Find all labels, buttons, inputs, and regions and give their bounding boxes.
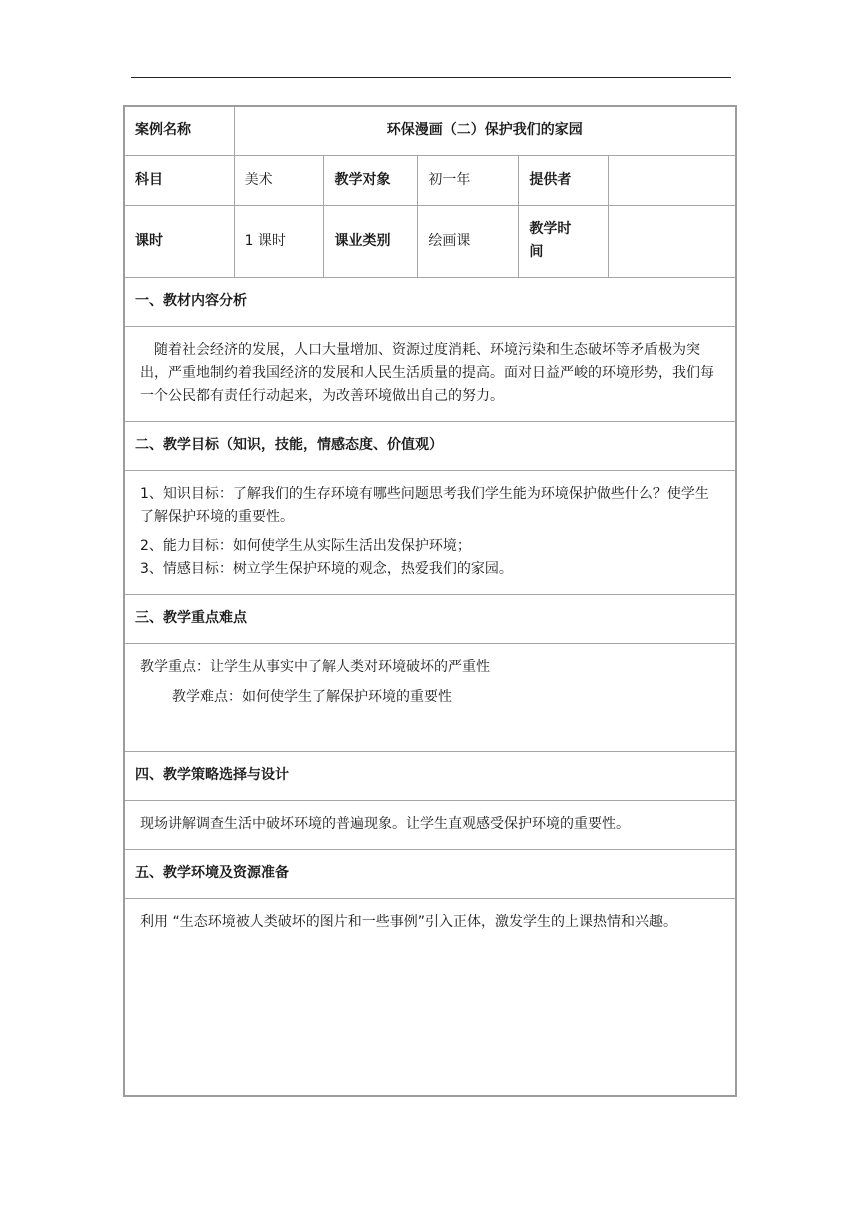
section-3-title-row <box>124 594 736 643</box>
subject-label: 科目 <box>124 155 234 205</box>
header-rule <box>131 77 731 78</box>
audience-label: 教学对象 <box>324 155 418 205</box>
hours-value: 1 课时 <box>234 205 324 277</box>
section-4-title-row <box>124 751 736 800</box>
section-3-content-row <box>124 643 736 751</box>
section-5-title-row <box>124 849 736 898</box>
section-3-title: 三、教学重点难点 <box>124 594 736 643</box>
teaching-difficulty-text: 教学难点：如何使学生了解保护环境的重要性 <box>172 688 452 705</box>
section-4-content-row <box>124 800 736 849</box>
section-2-content <box>124 470 736 594</box>
goal-ability: 2、能力目标：如何使学生从实际生活出发保护环境； <box>140 538 471 554</box>
subject-value: 美术 <box>234 155 324 205</box>
case-name-label: 案例名称 <box>124 106 234 155</box>
section-1-title-row <box>124 277 736 326</box>
case-name-value: 环保漫画（二）保护我们的家园 <box>234 106 736 155</box>
goal-emotion: 3、情感目标：树立学生保护环境的观念，热爱我们的家园。 <box>140 561 513 577</box>
subject-row <box>124 155 736 205</box>
hours-label: 课时 <box>124 205 234 277</box>
teaching-key-point: 教学重点：让学生从事实中了解人类对环境破坏的严重性 <box>140 658 490 675</box>
teaching-time-label <box>519 205 609 277</box>
teaching-time-label-line2: 间 <box>529 244 544 260</box>
provider-label: 提供者 <box>519 155 609 205</box>
hours-row <box>124 205 736 277</box>
goal-knowledge: 1、知识目标：了解我们的生存环境有哪些问题思考我们学生能为环境保护做些什么？使学生了解保护环境的重要性。 <box>140 486 709 525</box>
section-2-title: 二、教学目标（知识，技能，情感态度、价值观） <box>124 421 736 470</box>
category-label: 课业类别 <box>324 205 418 277</box>
section-5-title: 五、教学环境及资源准备 <box>124 849 736 898</box>
section-2-content-row <box>124 470 736 594</box>
provider-value <box>609 155 736 205</box>
section-4-text: 现场讲解调查生活中破坏环境的普遍现象。让学生直观感受保护环境的重要性。 <box>124 800 736 849</box>
section-1-content-row <box>124 326 736 421</box>
section-3-content <box>124 643 736 751</box>
section-4-title: 四、教学策略选择与设计 <box>124 751 736 800</box>
section-1-title: 一、教材内容分析 <box>124 277 736 326</box>
case-name-row <box>124 106 736 155</box>
category-value: 绘画课 <box>418 205 519 277</box>
section-2-title-row <box>124 421 736 470</box>
audience-value: 初一年 <box>418 155 519 205</box>
teaching-difficulty <box>140 686 720 709</box>
section-5-content-row <box>124 898 736 1096</box>
section-1-text: 随着社会经济的发展，人口大量增加、资源过度消耗、环境污染和生态破坏等矛盾极为突出，严重地制约着我国经济的发展和人民生活质量的提高。面对日益严峻的环境形势，我们每一个公民都有责任行动起来，为改善环境做出自己的努力。 <box>124 326 736 421</box>
section-5-text: 利用 “生态环境被人类破坏的图片和一些事例”引入正体，激发学生的上课热情和兴趣。 <box>124 898 736 1096</box>
teaching-time-value <box>609 205 736 277</box>
lesson-plan-table <box>123 105 737 1097</box>
teaching-time-label-line1: 教学时 <box>529 221 572 237</box>
